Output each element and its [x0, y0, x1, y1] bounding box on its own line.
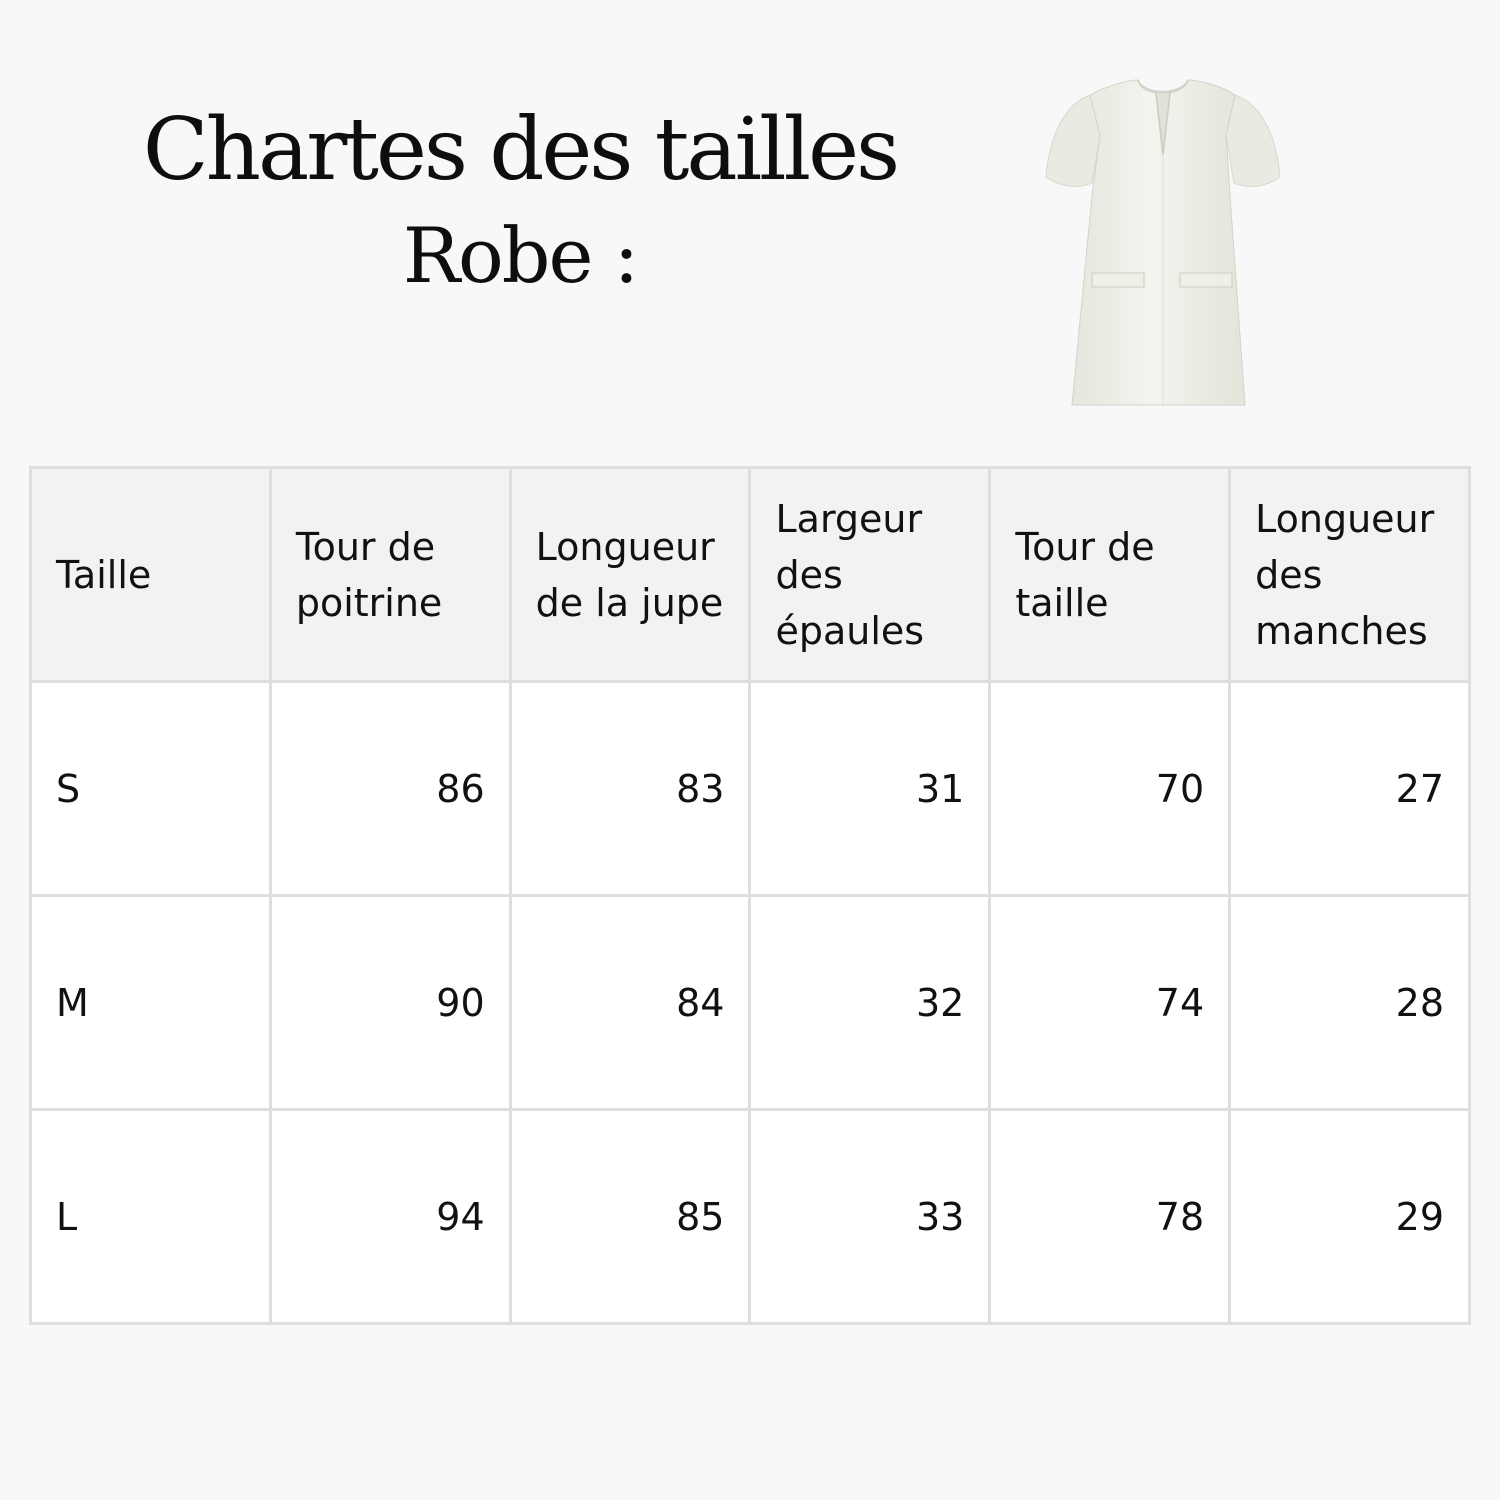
- table-cell: 86: [270, 682, 510, 896]
- page-title: [80, 96, 960, 308]
- table-cell: 32: [750, 896, 990, 1110]
- table-cell: 29: [1230, 1110, 1470, 1324]
- table-cell: 94: [270, 1110, 510, 1324]
- table-cell: 28: [1230, 896, 1470, 1110]
- white-shift-dress-image: [1030, 75, 1295, 410]
- table-header-row: [31, 468, 1470, 682]
- header-longueur-jupe: Longueur de la jupe: [510, 468, 750, 682]
- title-line-chart: Chartes des tailles: [142, 100, 898, 200]
- table-cell: 83: [510, 682, 750, 896]
- size-label: L: [31, 1110, 271, 1324]
- header-tour-de-poitrine: Tour de poitrine: [270, 468, 510, 682]
- table-cell: 70: [990, 682, 1230, 896]
- table-cell: 78: [990, 1110, 1230, 1324]
- table-row: [31, 1110, 1470, 1324]
- header-largeur-epaules: Largeur des épaules: [750, 468, 990, 682]
- header-taille: Taille: [31, 468, 271, 682]
- size-label: M: [31, 896, 271, 1110]
- table-cell: 31: [750, 682, 990, 896]
- table-cell: 27: [1230, 682, 1470, 896]
- table-cell: 33: [750, 1110, 990, 1324]
- table-row: [31, 896, 1470, 1110]
- title-line-product: Robe :: [402, 211, 638, 300]
- table-cell: 74: [990, 896, 1230, 1110]
- size-label: S: [31, 682, 271, 896]
- table-cell: 84: [510, 896, 750, 1110]
- size-chart-table: [29, 466, 1471, 1325]
- table-row: [31, 682, 1470, 896]
- header-longueur-manches: Longueur des manches: [1230, 468, 1470, 682]
- header-tour-de-taille: Tour de taille: [990, 468, 1230, 682]
- table-cell: 85: [510, 1110, 750, 1324]
- table-cell: 90: [270, 896, 510, 1110]
